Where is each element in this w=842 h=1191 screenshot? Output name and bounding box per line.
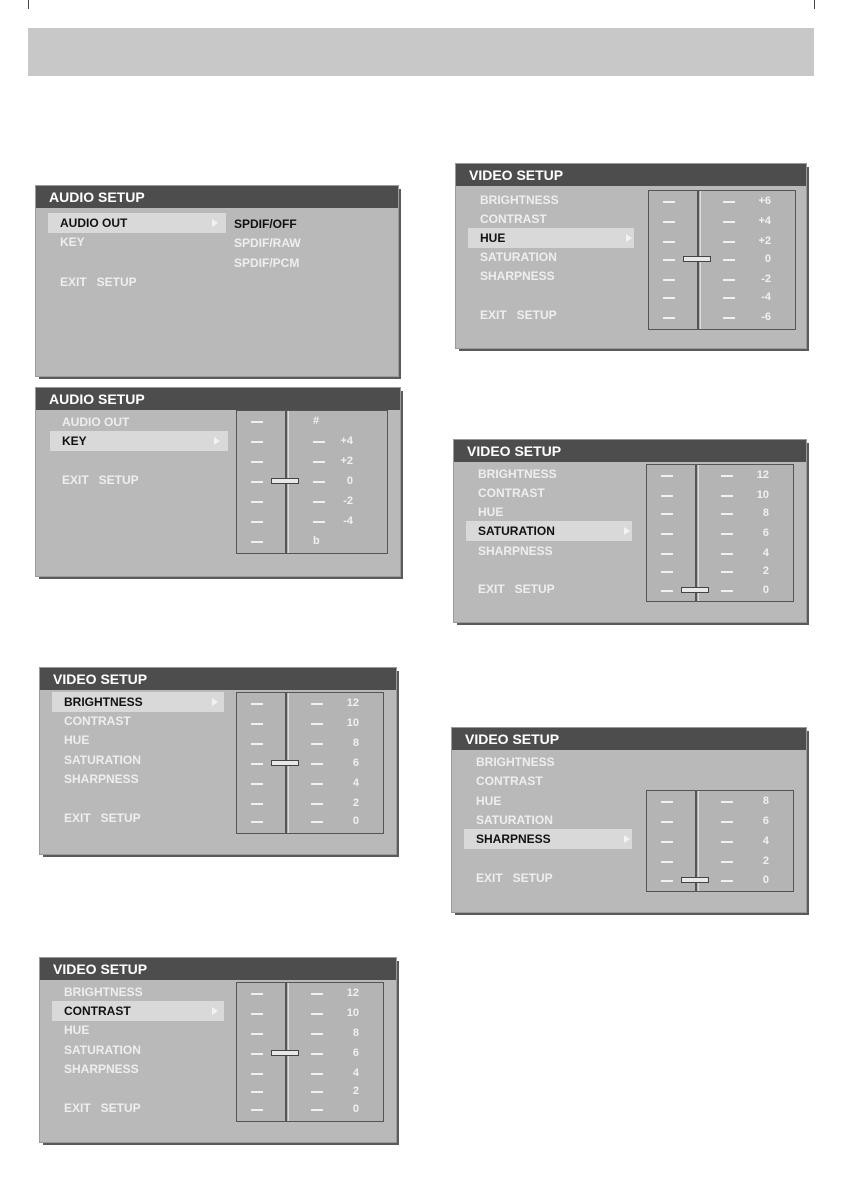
scale-label: 2 [762, 855, 769, 867]
menu-item-contrast[interactable]: CONTRAST [478, 486, 545, 500]
menu-item-exit-setup[interactable]: EXIT SETUP [480, 308, 557, 322]
scale-label: 6 [762, 527, 769, 539]
menu-item-contrast[interactable]: CONTRAST [52, 1001, 224, 1021]
panel-title: VIDEO SETUP [456, 164, 806, 186]
panel-title: VIDEO SETUP [452, 728, 806, 750]
crop-mark-right [814, 0, 815, 9]
contrast-level-scale [236, 982, 384, 1122]
menu-item-contrast[interactable]: CONTRAST [480, 212, 547, 226]
panel-title: AUDIO SETUP [36, 186, 398, 208]
panel-title: AUDIO SETUP [36, 388, 400, 410]
menu-item-exit-setup[interactable]: EXIT SETUP [62, 473, 139, 487]
submenu-arrow-icon [624, 527, 630, 535]
scale-label: 8 [352, 737, 359, 749]
scale-label: 0 [352, 815, 359, 827]
scale-label: 4 [352, 777, 359, 789]
menu-item-sharpness[interactable]: SHARPNESS [64, 772, 139, 786]
menu-item-hue[interactable]: HUE [64, 1023, 90, 1037]
menu-item-sharpness[interactable]: SHARPNESS [464, 829, 632, 849]
menu-item-exit-setup[interactable]: EXIT SETUP [478, 582, 555, 596]
menu-item-saturation[interactable]: SATURATION [64, 753, 141, 767]
menu-item-saturation[interactable]: SATURATION [64, 1043, 141, 1057]
key-level-scale [236, 410, 388, 554]
scale-label: b [313, 535, 320, 547]
crop-mark-left [28, 0, 29, 9]
scale-label: +6 [758, 195, 771, 207]
scale-label: 0 [346, 475, 353, 487]
scale-label: 2 [352, 797, 359, 809]
scale-label: 0 [764, 253, 771, 265]
slider-knob[interactable] [681, 587, 709, 593]
panel-title: VIDEO SETUP [454, 440, 806, 462]
scale-label: 6 [352, 1047, 359, 1059]
slider-knob[interactable] [271, 760, 299, 766]
scale-label: 4 [762, 835, 769, 847]
submenu-arrow-icon [624, 835, 630, 843]
video-setup-panel-saturation [454, 440, 806, 622]
menu-item-brightness[interactable]: BRIGHTNESS [52, 692, 224, 712]
submenu-arrow-icon [212, 698, 218, 706]
option-spdif-raw[interactable]: SPDIF/RAW [234, 236, 301, 250]
scale-label: 6 [762, 815, 769, 827]
menu-item-hue[interactable]: HUE [478, 505, 504, 519]
scale-label: 10 [756, 489, 769, 501]
scale-label: 12 [346, 987, 359, 999]
menu-item-exit-setup[interactable]: EXIT SETUP [64, 1101, 141, 1115]
scale-label: 4 [352, 1067, 359, 1079]
menu-item-sharpness[interactable]: SHARPNESS [64, 1062, 139, 1076]
scale-label: 10 [346, 1007, 359, 1019]
slider-knob[interactable] [271, 1050, 299, 1056]
menu-item-key[interactable]: KEY [50, 431, 228, 451]
panel-title: VIDEO SETUP [40, 668, 396, 690]
menu-item-saturation[interactable]: SATURATION [480, 250, 557, 264]
menu-item-audio-out[interactable]: AUDIO OUT [48, 213, 226, 233]
video-setup-panel-brightness [40, 668, 396, 854]
menu-item-brightness[interactable]: BRIGHTNESS [480, 193, 559, 207]
scale-label: 10 [346, 717, 359, 729]
menu-item-brightness[interactable]: BRIGHTNESS [476, 755, 555, 769]
scale-label: -6 [761, 311, 771, 323]
menu-item-exit-setup[interactable]: EXIT SETUP [64, 811, 141, 825]
video-setup-panel-contrast [40, 958, 396, 1142]
scale-label: 12 [756, 469, 769, 481]
scale-label: -2 [343, 495, 353, 507]
scale-label: -4 [761, 291, 771, 303]
menu-item-sharpness[interactable]: SHARPNESS [478, 544, 553, 558]
panel-title: VIDEO SETUP [40, 958, 396, 980]
menu-item-sharpness[interactable]: SHARPNESS [480, 269, 555, 283]
submenu-arrow-icon [212, 1007, 218, 1015]
scale-label: 8 [762, 507, 769, 519]
brightness-level-scale [236, 692, 384, 834]
option-spdif-off[interactable]: SPDIF/OFF [234, 217, 297, 231]
scale-label: 8 [352, 1027, 359, 1039]
menu-item-hue[interactable]: HUE [468, 228, 634, 248]
option-spdif-pcm[interactable]: SPDIF/PCM [234, 256, 300, 270]
scale-label: +4 [758, 215, 771, 227]
scale-label: 2 [352, 1085, 359, 1097]
scale-label: 6 [352, 757, 359, 769]
slider-knob[interactable] [681, 877, 709, 883]
menu-item-hue[interactable]: HUE [64, 733, 90, 747]
scale-label: 4 [762, 547, 769, 559]
page-header-bar [28, 28, 814, 76]
scale-label: # [313, 415, 320, 427]
submenu-arrow-icon [626, 234, 632, 242]
slider-knob[interactable] [271, 478, 299, 484]
submenu-arrow-icon [212, 219, 218, 227]
menu-item-brightness[interactable]: BRIGHTNESS [64, 985, 143, 999]
menu-item-exit-setup[interactable]: EXIT SETUP [60, 275, 137, 289]
menu-item-brightness[interactable]: BRIGHTNESS [478, 467, 557, 481]
menu-item-key[interactable]: KEY [60, 235, 85, 249]
menu-item-saturation[interactable]: SATURATION [476, 813, 553, 827]
scale-label: -2 [761, 273, 771, 285]
scale-label: 2 [762, 565, 769, 577]
scale-label: 12 [346, 697, 359, 709]
audio-setup-panel-key [36, 388, 400, 576]
scale-label: 0 [762, 874, 769, 886]
menu-item-contrast[interactable]: CONTRAST [64, 714, 131, 728]
scale-label: +4 [340, 435, 353, 447]
sharpness-level-scale [646, 790, 794, 892]
saturation-level-scale [646, 464, 794, 602]
scale-label: +2 [758, 235, 771, 247]
menu-item-audio-out[interactable]: AUDIO OUT [62, 415, 130, 429]
menu-item-saturation[interactable]: SATURATION [466, 521, 632, 541]
scale-label: -4 [343, 515, 353, 527]
hue-level-scale [648, 190, 796, 330]
video-setup-panel-sharpness [452, 728, 806, 912]
video-setup-panel-hue [456, 164, 806, 348]
scale-label: 8 [762, 795, 769, 807]
scale-label: 0 [352, 1103, 359, 1115]
submenu-arrow-icon [214, 437, 220, 445]
audio-setup-panel-audio-out [36, 186, 398, 376]
menu-item-hue[interactable]: HUE [476, 794, 502, 808]
scale-label: 0 [762, 584, 769, 596]
menu-item-exit-setup[interactable]: EXIT SETUP [476, 871, 553, 885]
scale-label: +2 [340, 455, 353, 467]
menu-item-contrast[interactable]: CONTRAST [476, 774, 543, 788]
slider-knob[interactable] [683, 256, 711, 262]
